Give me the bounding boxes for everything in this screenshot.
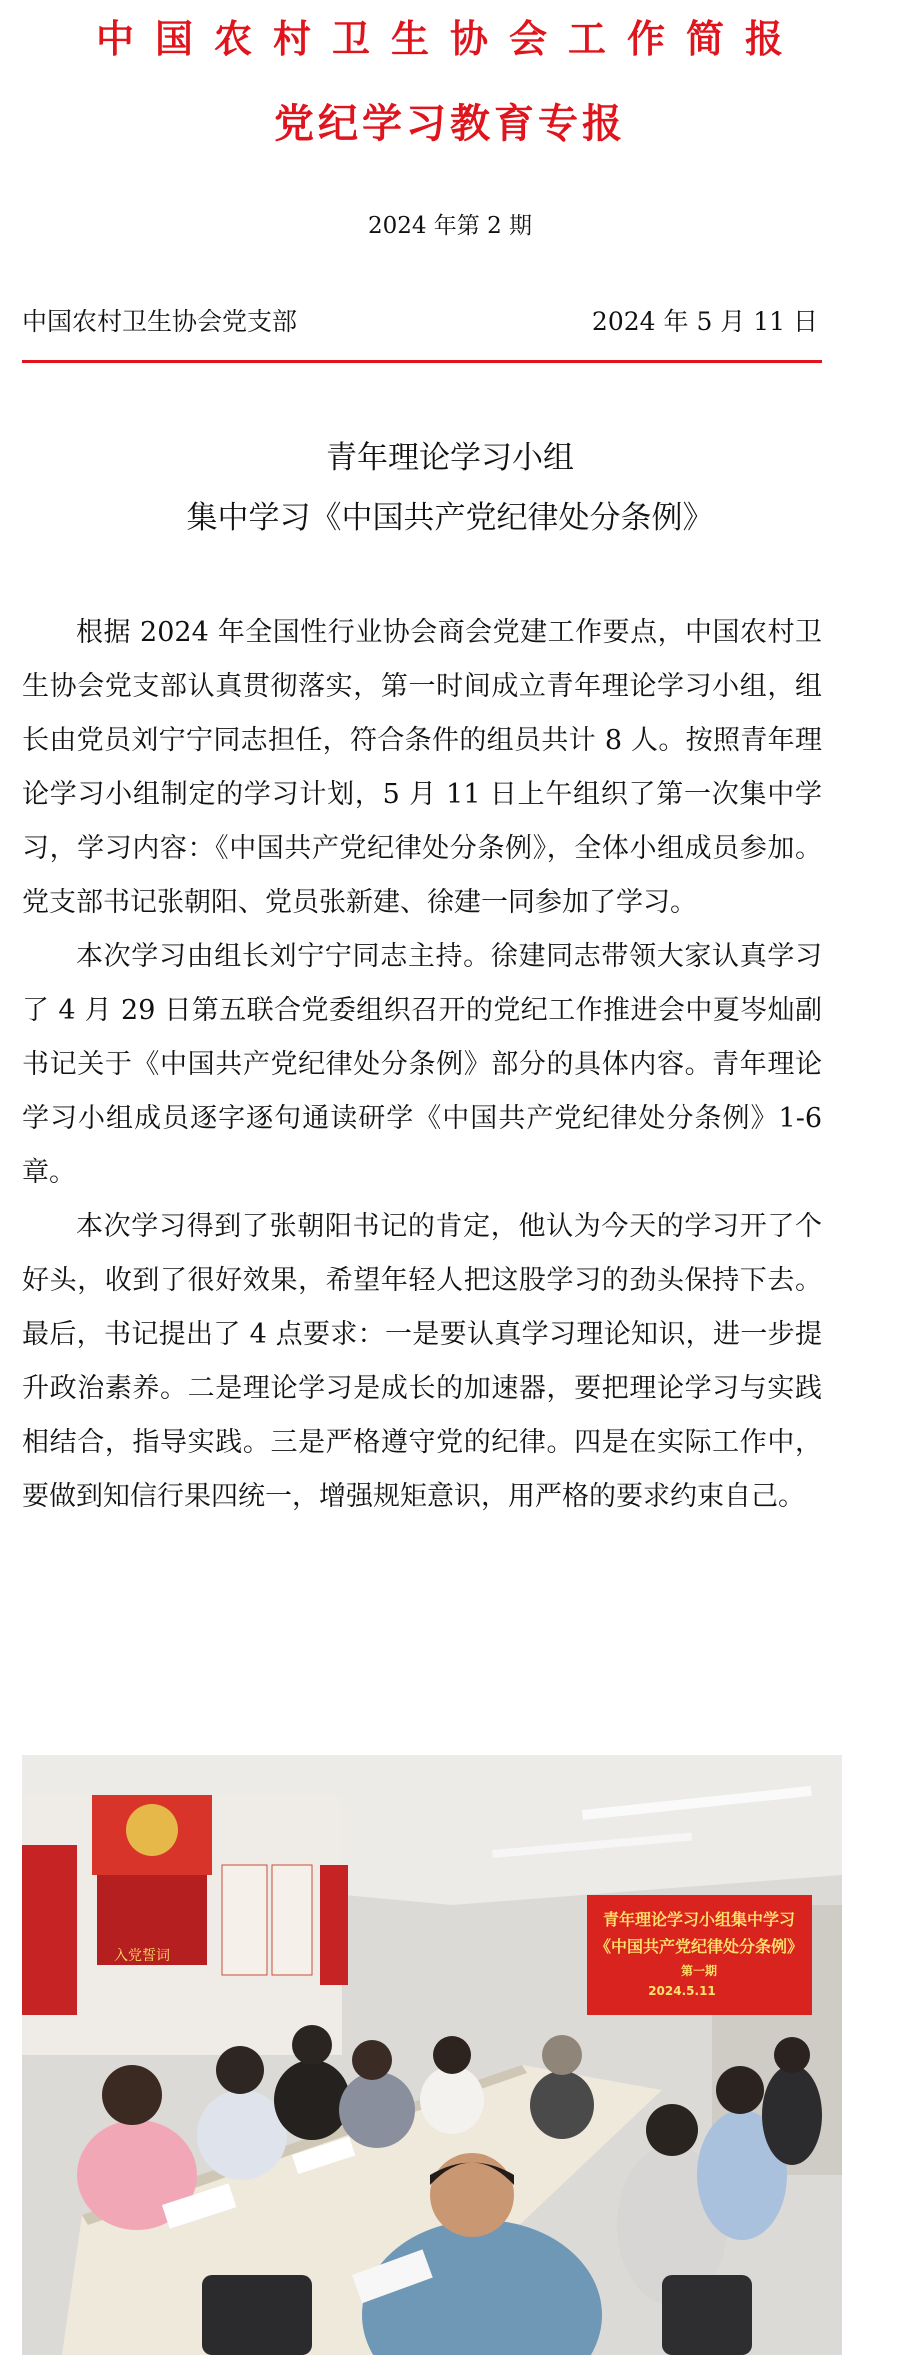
masthead-title: 中国农村卫生协会工作简报 (95, 16, 804, 61)
article-body (22, 606, 822, 1524)
article-title-line1: 青年理论学习小组 (326, 440, 574, 476)
banner-line1: 青年理论学习小组集中学习 (602, 1910, 796, 1929)
meeting-photo (22, 1755, 842, 2355)
issue-number: 2024 年第 2 期 (367, 213, 533, 239)
banner-date: 2024.5.11 (648, 1984, 716, 1998)
paragraph: 本次学习由组长刘宁宁同志主持。徐建同志带领大家认真学习了 4 月 29 日第五联合党委组织召开的党纪工作推进会中夏岑灿副书记关于《中国共产党纪律处分条例》部分的具体内容。青年理论学习小组成员逐字逐句通读研学《中国共产党纪律处分条例》1-6 章。 (22, 941, 822, 1188)
paragraph: 本次学习得到了张朝阳书记的肯定，他认为今天的学习开了个好头，收到了很好效果，希望年轻人把这股学习的劲头保持下去。最后，书记提出了 4 点要求：一是要认真学习理论知识，进一步提升政治素养。二是理论学习是成长的加速器，要把理论学习与实践相结合，指导实践。三是严格遵守党的纪律。四是在实际工作中，要做到知信行果四统一，增强规矩意识，用严格的要求约束自己。 (22, 1211, 822, 1512)
wall-heading: 入党誓词 (114, 1948, 170, 1964)
banner-line3: 第一期 (680, 1964, 718, 1978)
publish-date: 2024 年 5 月 11 日 (591, 307, 818, 336)
header-divider (22, 360, 822, 363)
banner-line2: 《中国共产党纪律处分条例》 (594, 1937, 804, 1956)
publisher: 中国农村卫生协会党支部 (22, 307, 298, 336)
article-title-line2: 集中学习《中国共产党纪律处分条例》 (186, 500, 714, 536)
special-issue-title: 党纪学习教育专报 (274, 100, 626, 147)
paragraph: 根据 2024 年全国性行业协会商会党建工作要点，中国农村卫生协会党支部认真贯彻落实，第一时间成立青年理论学习小组，组长由党员刘宁宁同志担任，符合条件的组员共计 8 人。按照青年理论学习小组制定的学习计划，5 月 11 日上午组织了第一次集中学习，学习内容：《中国共产党纪律处分条例》，全体小组成员参加。党支部书记张朝阳、党员张新建、徐建一同参加了学习。 (22, 617, 822, 918)
